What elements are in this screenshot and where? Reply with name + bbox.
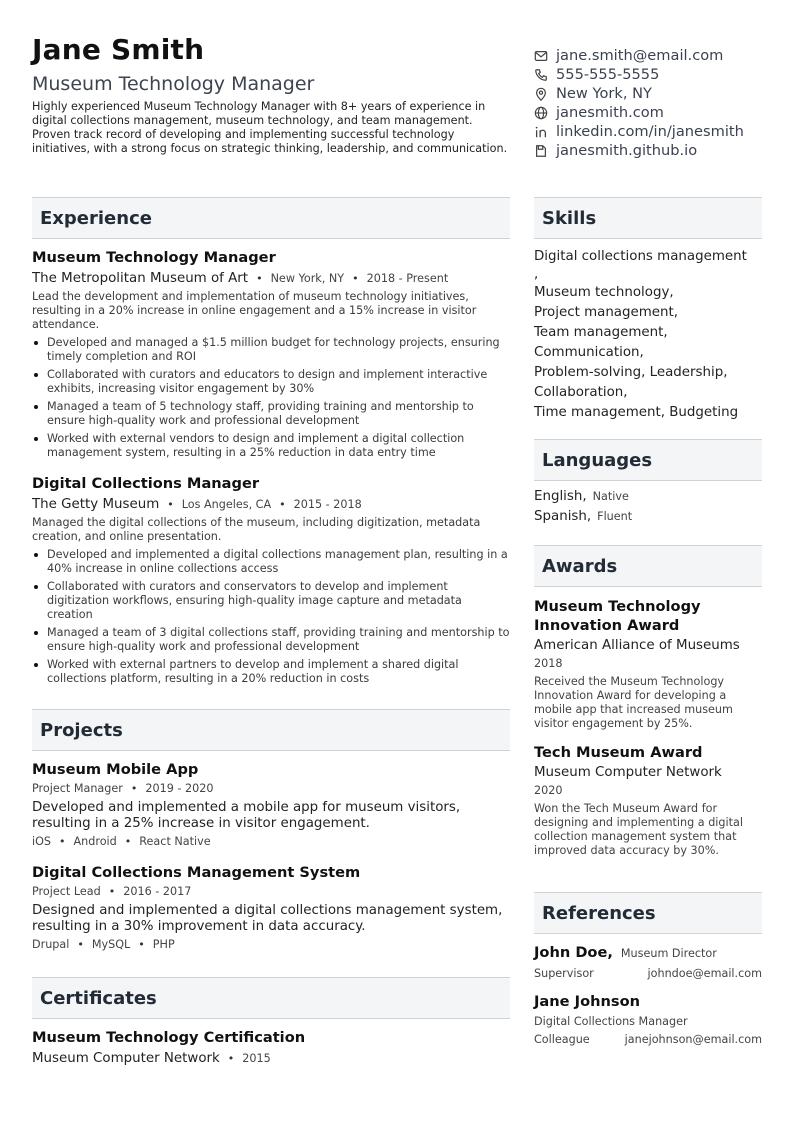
reference-name-row	[534, 944, 762, 963]
award-title: Museum Technology Innovation Award	[534, 598, 701, 634]
email-text: jane.smith@email.com	[556, 47, 724, 64]
skill-item: Team management,	[534, 325, 668, 340]
job-location: New York, NY	[270, 272, 345, 285]
reference-item	[534, 993, 762, 1047]
reference-item	[534, 944, 762, 981]
job-bullets	[32, 548, 510, 686]
project-tags	[32, 938, 510, 952]
job-bullet: Worked with external partners to develop and implement a shared digital collections platform, resulting in a 20% reduction in costs	[32, 658, 510, 686]
job-bullet: Collaborated with curators and conservators to develop and implement digitization workflows, ensuring high-quality image capture and metadata creation	[32, 580, 510, 622]
certificate-meta	[32, 1051, 510, 1067]
skill-item: Time management, Budgeting	[534, 405, 739, 420]
project-tag: MySQL	[91, 938, 131, 951]
certificate-year: 2015	[242, 1052, 271, 1065]
candidate-name: Jane Smith	[32, 33, 205, 66]
reference-email[interactable]: johndoe@email.com	[647, 967, 762, 980]
job-dates: 2018 - Present	[366, 272, 449, 285]
certificate-item	[32, 1029, 510, 1067]
skill-item: ,	[534, 267, 539, 282]
projects-section	[32, 709, 510, 952]
skill-item: Collaboration,	[534, 385, 628, 400]
project-title: Museum Mobile App	[32, 761, 199, 778]
separator-dot: •	[77, 938, 84, 951]
project-role: Project Manager	[32, 782, 123, 795]
project-dates: 2016 - 2017	[123, 885, 192, 898]
references-section	[534, 892, 762, 1047]
job-location: Los Angeles, CA	[181, 498, 272, 511]
certificates-section	[32, 977, 510, 1067]
award-year: 2020	[534, 784, 563, 797]
reference-relation: Supervisor	[534, 967, 594, 980]
summary: Highly experienced Museum Technology Manager with 8+ years of experience in digital collections management, museum technology, and team management. Proven track record of developing and implementing successful technology initiatives, with a strong focus on strategic thinking, leadership, and communication.	[32, 100, 508, 155]
language-item	[534, 489, 762, 509]
languages-section	[534, 439, 762, 529]
resume-header	[32, 34, 512, 156]
separator-dot: •	[256, 272, 263, 285]
project-tag: iOS	[32, 835, 52, 848]
skills-list	[534, 247, 762, 423]
reference-name-row	[534, 993, 762, 1011]
skills-section	[534, 197, 762, 423]
separator-dot: •	[59, 835, 66, 848]
separator-dot: •	[108, 885, 116, 898]
project-item	[32, 761, 510, 849]
language-name: Spanish,	[534, 509, 592, 524]
award-item	[534, 743, 762, 858]
language-level: Fluent	[597, 510, 633, 523]
job-description: Lead the development and implementation of museum technology initiatives, resulting in a 20% increase in online engagement and a 15% increase in visitor attendance.	[32, 290, 477, 331]
award-organization: Museum Computer Network	[534, 765, 722, 780]
job-title: Museum Technology Manager	[32, 249, 276, 266]
project-meta	[32, 885, 510, 899]
reference-relation: Colleague	[534, 1033, 590, 1046]
job-meta	[32, 497, 510, 513]
separator-dot: •	[352, 272, 359, 285]
separator-dot: •	[279, 498, 286, 511]
skill-item: Digital collections management	[534, 249, 747, 264]
job-bullet: Developed and implemented a digital collections management plan, resulting in a 40% increase in online collections access	[32, 548, 510, 576]
section-header-experience: Experience	[32, 197, 510, 239]
project-role: Project Lead	[32, 885, 101, 898]
project-tag: Drupal	[32, 938, 70, 951]
project-tags	[32, 835, 510, 849]
skill-item: Project management,	[534, 305, 679, 320]
contact-phone[interactable]	[534, 65, 774, 84]
job-company: The Metropolitan Museum of Art	[32, 271, 249, 286]
skill-item: Museum technology,	[534, 285, 674, 300]
contact-email[interactable]	[534, 46, 774, 65]
section-header-languages: Languages	[534, 439, 762, 481]
section-header-skills: Skills	[534, 197, 762, 239]
job-bullet: Managed a team of 5 technology staff, providing training and mentorship to ensure high-quality work and professional development	[32, 400, 510, 428]
awards-section	[534, 545, 762, 858]
github-link: janesmith.github.io	[556, 142, 698, 159]
experience-item	[32, 475, 510, 686]
award-organization: American Alliance of Museums	[534, 638, 740, 653]
project-dates: 2019 - 2020	[145, 782, 214, 795]
section-header-references: References	[534, 892, 762, 934]
contact-linkedin[interactable]	[534, 122, 774, 141]
project-title: Digital Collections Management System	[32, 864, 361, 881]
languages-list	[534, 489, 762, 529]
contact-website[interactable]	[534, 103, 774, 122]
phone-icon	[534, 68, 548, 82]
mail-icon	[534, 49, 548, 63]
job-bullet: Developed and managed a $1.5 million budget for technology projects, ensuring timely completion and ROI	[32, 336, 510, 364]
candidate-title: Museum Technology Manager	[32, 73, 315, 95]
skill-item: Problem-solving, Leadership,	[534, 365, 728, 380]
job-dates: 2015 - 2018	[293, 498, 362, 511]
separator-dot: •	[124, 835, 132, 848]
reference-role: Museum Director	[620, 947, 717, 960]
skill-item: Communication,	[534, 345, 644, 360]
award-description: Received the Museum Technology Innovation Award for developing a mobile app that increased museum visitor engagement by 25%.	[534, 675, 733, 730]
section-header-awards: Awards	[534, 545, 762, 587]
project-tag: React Native	[139, 835, 211, 848]
project-item	[32, 864, 510, 952]
experience-item	[32, 249, 510, 460]
location-text: New York, NY	[556, 85, 652, 102]
job-company: The Getty Museum	[32, 497, 160, 512]
job-meta	[32, 271, 510, 287]
linkedin-icon	[534, 125, 548, 139]
job-title: Digital Collections Manager	[32, 475, 260, 492]
globe-icon	[534, 106, 548, 120]
job-bullet: Collaborated with curators and educators to design and implement interactive exhibits, increasing visitor engagement by 30%	[32, 368, 510, 396]
project-tag: PHP	[152, 938, 175, 951]
contact-location	[534, 84, 774, 103]
language-name: English,	[534, 489, 587, 504]
project-description: Designed and implemented a digital collections management system, resulting in a 30% improvement in data accuracy.	[32, 903, 503, 934]
reference-email[interactable]: janejohnson@email.com	[624, 1033, 762, 1046]
reference-details	[534, 1033, 762, 1047]
map-pin-icon	[534, 87, 548, 101]
separator-dot: •	[138, 938, 145, 951]
github-icon	[534, 144, 548, 158]
contact-github[interactable]	[534, 141, 774, 160]
reference-role: Digital Collections Manager	[534, 1015, 688, 1028]
language-level: Native	[592, 490, 629, 503]
separator-dot: •	[227, 1052, 235, 1065]
separator-dot: •	[167, 498, 174, 511]
award-item	[534, 597, 762, 731]
award-description: Won the Tech Museum Award for designing and implementing a digital collection management system that improved data accuracy by 30%.	[534, 802, 743, 857]
experience-section	[32, 197, 510, 690]
reference-name: John Doe,	[534, 944, 613, 961]
contact-info	[534, 46, 774, 160]
language-item	[534, 509, 762, 529]
job-bullets	[32, 336, 510, 460]
project-description: Developed and implemented a mobile app for museum visitors, resulting in a 25% increase in visitor engagement.	[32, 800, 461, 831]
reference-name: Jane Johnson	[534, 993, 640, 1010]
award-title: Tech Museum Award	[534, 744, 703, 761]
project-meta	[32, 782, 510, 796]
linkedin-link: linkedin.com/in/janesmith	[556, 123, 744, 140]
phone-text: 555-555-5555	[556, 66, 660, 83]
award-year: 2018	[534, 657, 563, 670]
job-bullet: Worked with external vendors to design and implement a digital collection management system, resulting in a 25% reduction in data entry time	[32, 432, 510, 460]
separator-dot: •	[130, 782, 138, 795]
job-description: Managed the digital collections of the museum, including digitization, metadata creation, and online presentation.	[32, 516, 481, 543]
job-bullet: Managed a team of 3 digital collections staff, providing training and mentorship to ensure high-quality work and professional development	[32, 626, 510, 654]
project-tag: Android	[73, 835, 117, 848]
reference-details	[534, 967, 762, 981]
certificate-title: Museum Technology Certification	[32, 1029, 306, 1046]
website-link: janesmith.com	[556, 104, 664, 121]
certificate-issuer: Museum Computer Network	[32, 1051, 220, 1066]
section-header-certificates: Certificates	[32, 977, 510, 1019]
section-header-projects: Projects	[32, 709, 510, 751]
reference-role-row	[534, 1015, 762, 1029]
